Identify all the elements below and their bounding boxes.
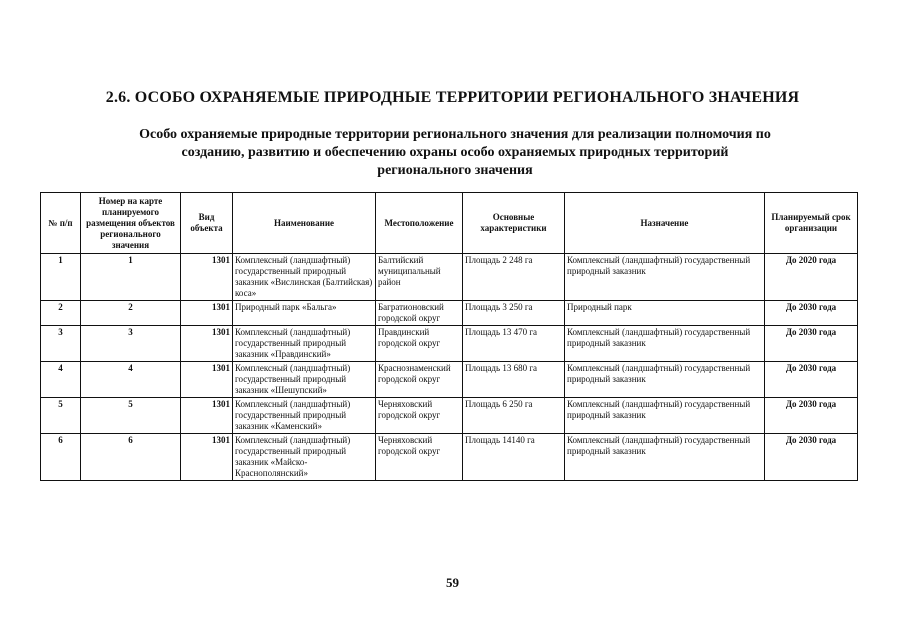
cell-object-type: 1301 xyxy=(181,326,233,362)
cell-deadline: До 2030 года xyxy=(765,301,858,326)
cell-map-number: 4 xyxy=(81,362,181,398)
cell-name: Комплексный (ландшафтный) государственный природный заказник «Правдинский» xyxy=(233,326,376,362)
header-purpose: Назначение xyxy=(565,193,765,254)
header-characteristics: Основные характеристики xyxy=(463,193,565,254)
header-map-number: Номер на карте планируемого размещения объектов регионального значения xyxy=(81,193,181,254)
subtitle-line: регионального значения xyxy=(377,163,533,178)
cell-object-type: 1301 xyxy=(181,434,233,481)
cell-index: 4 xyxy=(41,362,81,398)
cell-map-number: 2 xyxy=(81,301,181,326)
cell-purpose: Комплексный (ландшафтный) государственный природный заказник xyxy=(565,434,765,481)
cell-map-number: 1 xyxy=(81,254,181,301)
cell-map-number: 3 xyxy=(81,326,181,362)
cell-characteristics: Площадь 14140 га xyxy=(463,434,565,481)
cell-location: Балтийский муниципальный район xyxy=(376,254,463,301)
cell-index: 3 xyxy=(41,326,81,362)
cell-location: Правдинский городской округ xyxy=(376,326,463,362)
protected-areas-table xyxy=(40,192,858,481)
section-title: 2.6. ОСОБО ОХРАНЯЕМЫЕ ПРИРОДНЫЕ ТЕРРИТОРИИ РЕГИОНАЛЬНОГО ЗНАЧЕНИЯ xyxy=(105,89,800,106)
cell-map-number: 5 xyxy=(81,398,181,434)
cell-index: 6 xyxy=(41,434,81,481)
subtitle-line: созданию, развитию и обеспечению охраны особо охраняемых природных территорий xyxy=(181,145,729,160)
cell-name: Комплексный (ландшафтный) государственный природный заказник «Вислинская (Балтийская) коса» xyxy=(233,254,376,301)
cell-deadline: До 2030 года xyxy=(765,326,858,362)
cell-name: Комплексный (ландшафтный) государственный природный заказник «Каменский» xyxy=(233,398,376,434)
cell-object-type: 1301 xyxy=(181,254,233,301)
header-name: Наименование xyxy=(233,193,376,254)
header-index: № п/п xyxy=(41,193,81,254)
cell-name: Комплексный (ландшафтный) государственный природный заказник «Майско-Краснополянский» xyxy=(233,434,376,481)
cell-object-type: 1301 xyxy=(181,301,233,326)
cell-purpose: Комплексный (ландшафтный) государственный природный заказник xyxy=(565,254,765,301)
cell-index: 5 xyxy=(41,398,81,434)
header-deadline: Планируемый срок организации xyxy=(765,193,858,254)
cell-purpose: Комплексный (ландшафтный) государственный природный заказник xyxy=(565,326,765,362)
cell-deadline: До 2030 года xyxy=(765,398,858,434)
cell-name: Комплексный (ландшафтный) государственный природный заказник «Шешупский» xyxy=(233,362,376,398)
cell-object-type: 1301 xyxy=(181,362,233,398)
cell-index: 1 xyxy=(41,254,81,301)
table-subtitle xyxy=(110,126,800,180)
cell-location: Черняховский городской округ xyxy=(376,398,463,434)
table-header-row xyxy=(41,193,858,254)
table-row xyxy=(41,398,858,434)
cell-purpose: Комплексный (ландшафтный) государственный природный заказник xyxy=(565,398,765,434)
cell-characteristics: Площадь 2 248 га xyxy=(463,254,565,301)
table-row xyxy=(41,254,858,301)
cell-location: Багратионовский городской округ xyxy=(376,301,463,326)
cell-deadline: До 2030 года xyxy=(765,362,858,398)
table-row xyxy=(41,434,858,481)
cell-deadline: До 2020 года xyxy=(765,254,858,301)
cell-map-number: 6 xyxy=(81,434,181,481)
cell-characteristics: Площадь 6 250 га xyxy=(463,398,565,434)
cell-characteristics: Площадь 13 470 га xyxy=(463,326,565,362)
cell-index: 2 xyxy=(41,301,81,326)
header-location: Местоположение xyxy=(376,193,463,254)
table-row xyxy=(41,362,858,398)
header-object-type: Вид объекта xyxy=(181,193,233,254)
cell-name: Природный парк «Бальга» xyxy=(233,301,376,326)
cell-location: Краснознаменский городской округ xyxy=(376,362,463,398)
table-row xyxy=(41,326,858,362)
cell-purpose: Природный парк xyxy=(565,301,765,326)
page-number: 59 xyxy=(446,575,459,590)
subtitle-line: Особо охраняемые природные территории регионального значения для реализации полномочия по xyxy=(139,127,771,142)
table-row xyxy=(41,301,858,326)
cell-deadline: До 2030 года xyxy=(765,434,858,481)
cell-object-type: 1301 xyxy=(181,398,233,434)
cell-location: Черняховский городской округ xyxy=(376,434,463,481)
cell-characteristics: Площадь 3 250 га xyxy=(463,301,565,326)
cell-characteristics: Площадь 13 680 га xyxy=(463,362,565,398)
cell-purpose: Комплексный (ландшафтный) государственный природный заказник xyxy=(565,362,765,398)
